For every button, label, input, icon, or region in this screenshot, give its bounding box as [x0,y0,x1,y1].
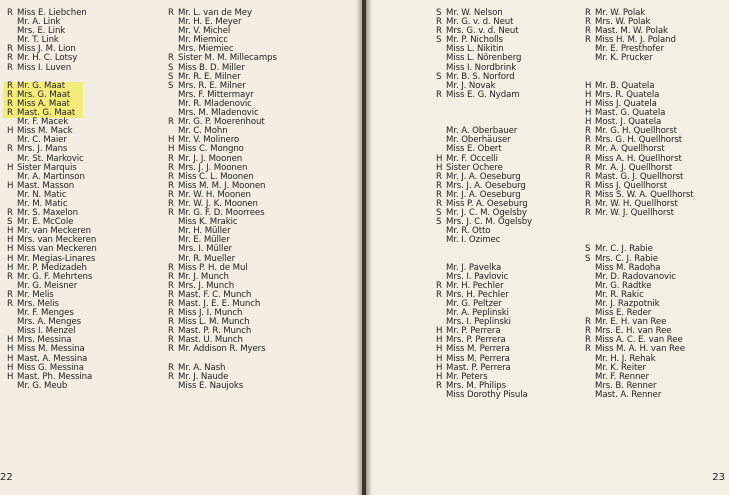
entry-code: H [168,135,175,146]
entry-name: Mr. J. J. Moonen [178,153,243,164]
entry-name: Mrs. I. Peplinski [446,317,511,328]
entry-name: Miss M. Mack [17,126,73,137]
entry-name: Mrs. I. Müller [178,244,232,255]
entry-name: Mr. J. C. M. Ogelsby [446,208,527,219]
entry-code: H [7,353,14,364]
entry-name: Mrs. G. H. Quellhorst [595,135,683,146]
entry-name: Mr. Melis [17,289,54,300]
entry-code: R [168,326,174,337]
entry-code: R [585,326,591,337]
entry-name: Mr. A. Quellhorst [595,144,665,155]
entry-code: R [168,208,174,219]
entry-name: Miss A. C. E. van Ree [595,335,683,346]
entry-code: R [7,289,13,300]
entry-code: H [436,353,443,364]
entry-code: R [168,362,174,373]
entry-name: Miss J. Quatela [595,98,657,109]
entry-code: H [7,335,14,346]
entry-name: Miss E. G. Nydam [446,89,520,100]
entry-code: R [168,289,174,300]
entry-name: Miss M. Radoha [595,262,661,273]
entry-code: S [436,8,442,18]
entry-name: Miss A. H. Quellhorst [595,153,682,164]
entry-code: H [7,244,14,255]
entry-name: Miss S. W. A. Quellhorst [595,189,694,200]
entry-code: R [585,180,591,191]
entry-name: Mr. E. Müller [178,235,230,246]
entry-code: R [436,89,442,100]
entry-name: Mrs. W. Polak [595,17,651,28]
entry-code: R [436,171,442,182]
entry-name: Miss C. L. Moonen [178,171,254,182]
entry-name: Mr. T. Link [17,35,59,46]
entry-code: R [168,180,174,191]
entry-name: Miss K. Mrakic [178,217,238,228]
entry-code: R [7,44,13,55]
entry-code: R [7,89,13,100]
entry-name: Mr. R. Mladenovic [178,98,252,109]
entry-name: Mr. J. Novak [446,80,496,91]
entry-code: S [168,80,174,91]
entry-code: R [168,162,174,173]
entry-name: Mr. R. Mueller [178,253,236,264]
entry-code: R [168,335,174,346]
entry-name: Mr. P. Perrera [446,326,501,337]
entry-code: R [585,135,591,146]
entry-name: Mr. H. C. Lotsy [17,53,78,64]
entry-name: Mast. F. C. Munch [178,289,252,300]
entry-name: Mr. E. McCole [17,217,74,228]
entry-code: R [585,8,591,18]
entry-code: S [585,244,591,255]
entry-code: R [168,308,174,319]
entry-name: Most. J. Quatela [595,117,662,128]
entry-name: Mast. M. W. Polak [595,26,668,37]
entry-name: Mr. G. F. D. Moorrees [178,208,265,219]
entry-name: Mr. G. Radtke [595,280,652,291]
entry-code: S [436,208,442,219]
entry-name: Mr. A. Link [17,17,61,28]
entry-code: H [7,180,14,191]
entry-name: Mr. F. Macek [17,117,69,128]
entry-code: H [7,226,14,237]
entry-name: Mr. F. Occelli [446,153,498,164]
name-entry [585,64,694,73]
entry-name: Mast. U. Munch [178,335,243,346]
entry-code: R [7,62,13,73]
entry-name: Mr. Addison R. Myers [178,344,266,355]
entry-code: R [585,17,591,28]
entry-name: Mast. G. Quatela [595,108,666,119]
entry-name: Miss Dorothy Pisula [446,389,528,400]
entry-code: H [7,362,14,373]
entry-name: Miss P. H. de Mul [178,262,248,273]
entry-code: H [436,153,443,164]
entry-code: R [585,344,591,355]
entry-code: R [168,171,174,182]
entry-name: Miss I. Luven [17,62,72,73]
entry-code: R [585,144,591,155]
entry-name: Miss J. M. Lion [17,44,76,55]
entry-code: R [436,17,442,28]
entry-name: Miss A. Maat [17,98,70,109]
entry-code: R [7,299,13,309]
entry-code: R [168,317,174,328]
entry-name: Miss E. Liebchen [17,8,87,18]
entry-code: R [7,98,13,109]
entry-name: Mrs. C. J. Rabie [595,253,658,264]
entry-name: Mrs. G. Maat [17,89,71,100]
name-column-left-1 [7,9,97,391]
entry-code: H [7,126,14,137]
entry-code: R [436,280,442,291]
name-entry [585,54,694,63]
entry-name: Miss I. Menzel [17,326,76,337]
entry-name: Mr. H. Pechler [446,280,504,291]
entry-code: R [168,8,174,18]
entry-name: Mr. G. Meub [17,380,68,391]
entry-name: Mr. J. Munch [178,271,229,282]
name-entry [7,64,97,73]
entry-code: R [168,280,174,291]
entry-name: Mr. J. A. Oeseburg [446,189,521,200]
entry-code: R [7,53,13,64]
entry-name: Mr. G. Peltzer [446,299,502,309]
entry-name: Miss I. Nordbrink [446,62,517,73]
entry-name: Sister M. M. Millecamps [178,53,277,64]
entry-name: Mrs. A. Menges [17,317,82,328]
entry-name: Mrs. R. E. Milner [178,80,246,91]
entry-name: Miss M. M. J. Moonen [178,180,266,191]
entry-name: Mr. J. A. Oeseburg [446,171,521,182]
entry-name: Mast. J. E. E. Munch [178,299,261,309]
name-entry [7,382,97,391]
entry-name: Mrs. G. v. d. Neut [446,26,519,37]
entry-name: Mr. N. Matic [17,189,67,200]
entry-code: H [7,344,14,355]
entry-name: Mr. C. J. Rabie [595,244,653,255]
entry-code: H [7,262,14,273]
entry-name: Miss L. M. Munch [178,317,250,328]
entry-code: R [436,26,442,37]
entry-name: Mr. G. v. d. Neut [446,17,514,28]
page-number-left: 22 [0,472,13,483]
entry-code: R [436,380,442,391]
right-page [366,0,729,495]
entry-name: Mrs. J. J. Moonen [178,162,248,173]
entry-code: R [585,26,591,37]
entry-code: R [168,371,174,382]
entry-name: Mr. Oberhäuser [446,135,511,146]
entry-name: Mr. J. Pavelka [446,262,502,273]
entry-code: R [7,8,13,18]
entry-name: Mrs. Messina [17,335,72,346]
entry-code: R [585,35,591,46]
entry-code: H [168,144,175,155]
entry-code: R [585,208,591,219]
entry-name: Mr. B. S. Norford [446,71,515,82]
entry-code: S [585,253,591,264]
entry-name: Mr. R. Rakic [595,289,644,300]
entry-name: Mrs. van Meckeren [17,235,97,246]
entry-code: R [7,144,13,155]
entry-name: Mr. W. J. Quellhorst [595,208,674,219]
entry-name: Mrs. R. Quatela [595,89,660,100]
entry-code: S [168,62,174,73]
entry-code: R [168,271,174,282]
entry-code: H [436,326,443,337]
entry-name: Sister Ochere [446,162,503,173]
name-column-right-1 [436,9,532,400]
entry-name: Miss M. Perrera [446,353,510,364]
entry-name: Mrs. Melis [17,299,59,309]
entry-name: Mr. H. E. Meyer [178,17,242,28]
name-entry [585,391,694,400]
entry-code: R [585,335,591,346]
entry-name: Mrs. Miemiec [178,44,234,55]
entry-name: Mr. P. Medizadeh [17,262,87,273]
entry-code: R [168,53,174,64]
entry-code: H [436,162,443,173]
entry-code: R [168,344,174,355]
entry-name: Mr. W. H. Quellhorst [595,198,678,209]
entry-name: Mr. R. Otto [446,226,491,237]
name-entry [436,236,532,245]
name-entry [585,227,694,236]
entry-code: H [436,344,443,355]
entry-name: Mrs. M. Mladenovic [178,108,259,119]
name-column-right-2 [585,9,694,400]
entry-name: Miss P. A. Oeseburg [446,198,528,209]
entry-name: Miss G. Messina [17,362,84,373]
entry-name: Mast. G. Maat [17,108,76,119]
entry-code: H [436,371,443,382]
entry-code: R [7,80,13,91]
entry-name: Miss M. A. H. van Ree [595,344,685,355]
entry-code: H [585,89,592,100]
entry-code: R [7,108,13,119]
entry-code: R [7,271,13,282]
entry-name: Miss E. Reder [595,308,652,319]
entry-name: Miss M. Perrera [446,344,510,355]
entry-name: Mr. C. Mohn [178,126,228,137]
entry-name: Miss van Meckeren [17,244,97,255]
entry-name: Mr. Megias-Linares [17,253,96,264]
entry-name: Mr. Peters [446,371,488,382]
entry-name: Mr. L. van de Mey [178,8,252,18]
entry-name: Mrs. E. Link [17,26,66,37]
entry-code: H [585,98,592,109]
entry-name: Mast. P. R. Munch [178,326,252,337]
name-entry [436,91,532,100]
entry-name: Mr. G. P. Moerenhout [178,117,265,128]
entry-code: R [168,117,174,128]
entry-name: Miss L. Nikitin [446,44,504,55]
entry-name: Mr. G. F. Mehrtens [17,271,93,282]
entry-name: Mr. K. Prucker [595,53,653,64]
entry-code: H [7,235,14,246]
entry-name: Miss B. D. Miller [178,62,245,73]
entry-code: S [7,217,13,228]
entry-name: Mr. A. J. Quellhorst [595,162,673,173]
entry-name: Mr. W. Nelson [446,8,503,18]
entry-name: Mr. B. Quatela [595,80,655,91]
entry-name: Mr. F. Menges [17,308,74,319]
entry-name: Miss J. I. Munch [178,308,243,319]
entry-name: Miss E. Naujoks [178,380,244,391]
entry-code: H [585,108,592,119]
entry-name: Mrs. P. Perrera [446,335,506,346]
entry-code: R [585,317,591,328]
name-entry [168,382,277,391]
entry-code: H [436,335,443,346]
entry-code: S [168,71,174,82]
entry-code: R [585,153,591,164]
entry-name: Mrs. B. Renner [595,380,657,391]
entry-name: Miss H. M. J. Poland [595,35,676,46]
entry-name: Mr. St. Markovic [17,153,84,164]
entry-code: R [168,299,174,309]
entry-name: Mrs. E. H. van Ree [595,326,672,337]
entry-name: Mr. H. Müller [178,226,231,237]
entry-name: Mr. R. E. Milner [178,71,241,82]
entry-name: Mrs. J. C. M. Ogelsby [446,217,533,228]
entry-name: Mr. D. Radovanovic [595,271,676,282]
entry-name: Mr. A. Nash [178,362,226,373]
name-entry [436,100,532,109]
entry-name: Mast. G. J. Quellhorst [595,171,684,182]
entry-name: Mr. I. Ozimec [446,235,501,246]
entry-name: Mr. K. Reiter [595,362,646,373]
name-entry [436,391,532,400]
entry-name: Mr. V. Molinero [178,135,240,146]
entry-code: R [585,189,591,200]
entry-name: Mr. G. H. Quellhorst [595,126,677,137]
entry-name: Mr. V. Michel [178,26,231,37]
entry-code: R [585,198,591,209]
entry-name: Miss J. Quellhorst [595,180,668,191]
entry-name: Miss L. Nörenberg [446,53,522,64]
entry-code: H [7,253,14,264]
entry-code: R [436,289,442,300]
entry-code: R [168,198,174,209]
name-entry [168,345,277,354]
entry-name: Mr. C. Maier [17,135,67,146]
entry-name: Miss E. Obert [446,144,502,155]
entry-name: Mr. G. Maat [17,80,65,91]
entry-name: Mrs. F. Mittermayr [178,89,254,100]
entry-name: Mr. F. Renner [595,371,649,382]
entry-name: Mast. Ph. Messina [17,371,93,382]
entry-name: Mr. E. H. van Ree [595,317,667,328]
entry-name: Mast. Masson [17,180,75,191]
entry-name: Mr. van Meckeren [17,226,92,237]
entry-name: Mr. W. J. K. Moonen [178,198,258,209]
entry-name: Mrs. I. Pavlovic [446,271,509,282]
entry-name: Mr. J. Naude [178,371,229,382]
entry-name: Mr. E. Presthofer [595,44,664,55]
entry-name: Mrs. M. Philips [446,380,506,391]
entry-code: R [168,189,174,200]
entry-code: H [7,162,14,173]
entry-name: Mr. G. Meisner [17,280,78,291]
entry-name: Mrs. J. A. Oeseburg [446,180,526,191]
name-entry [585,209,694,218]
entry-code: R [585,171,591,182]
entry-name: Miss M. Messina [17,344,85,355]
entry-code: H [7,371,14,382]
page-number-right: 23 [712,472,725,483]
entry-name: Mr. A. Martinson [17,171,85,182]
entry-name: Mast. A. Messina [17,353,88,364]
entry-name: Mrs. H. Pechler [446,289,509,300]
entry-name: Mr. P. Nicholls [446,35,503,46]
entry-name: Mr. W. Polak [595,8,646,18]
entry-code: R [168,262,174,273]
entry-name: Mr. A. Oberbauer [446,126,518,137]
name-entry [436,109,532,118]
entry-name: Mr. J. Razpotnik [595,299,660,309]
entry-name: Miss C. Mongno [178,144,244,155]
name-entry [436,245,532,254]
entry-name: Mr. S. Maxelon [17,208,79,219]
entry-code: R [585,162,591,173]
entry-code: H [436,362,443,373]
entry-name: Mrs. J. Munch [178,280,235,291]
entry-name: Mr. A. Peplinski [446,308,509,319]
entry-name: Mast. A. Renner [595,389,662,400]
entry-code: R [585,126,591,137]
name-entry [585,218,694,227]
entry-name: Mr. Miemicc [178,35,228,46]
entry-code: R [436,198,442,209]
entry-code: S [436,35,442,46]
entry-name: Mast. P. Perrera [446,362,511,373]
entry-code: H [585,80,592,91]
entry-name: Sister Marquis [17,162,77,173]
entry-name: Mrs. J. Mans [17,144,68,155]
book-gutter [356,0,372,495]
entry-code: R [436,189,442,200]
entry-code: R [168,153,174,164]
entry-name: Mr. H. J. Rehak [595,353,656,364]
entry-code: R [436,180,442,191]
entry-code: H [585,117,592,128]
left-page [0,0,362,495]
entry-name: Mr. W. H. Moonen [178,189,251,200]
entry-code: S [436,217,442,228]
entry-code: R [7,208,13,219]
entry-name: Mr. M. Matic [17,198,68,209]
name-column-left-2 [168,9,277,391]
entry-code: S [436,71,442,82]
